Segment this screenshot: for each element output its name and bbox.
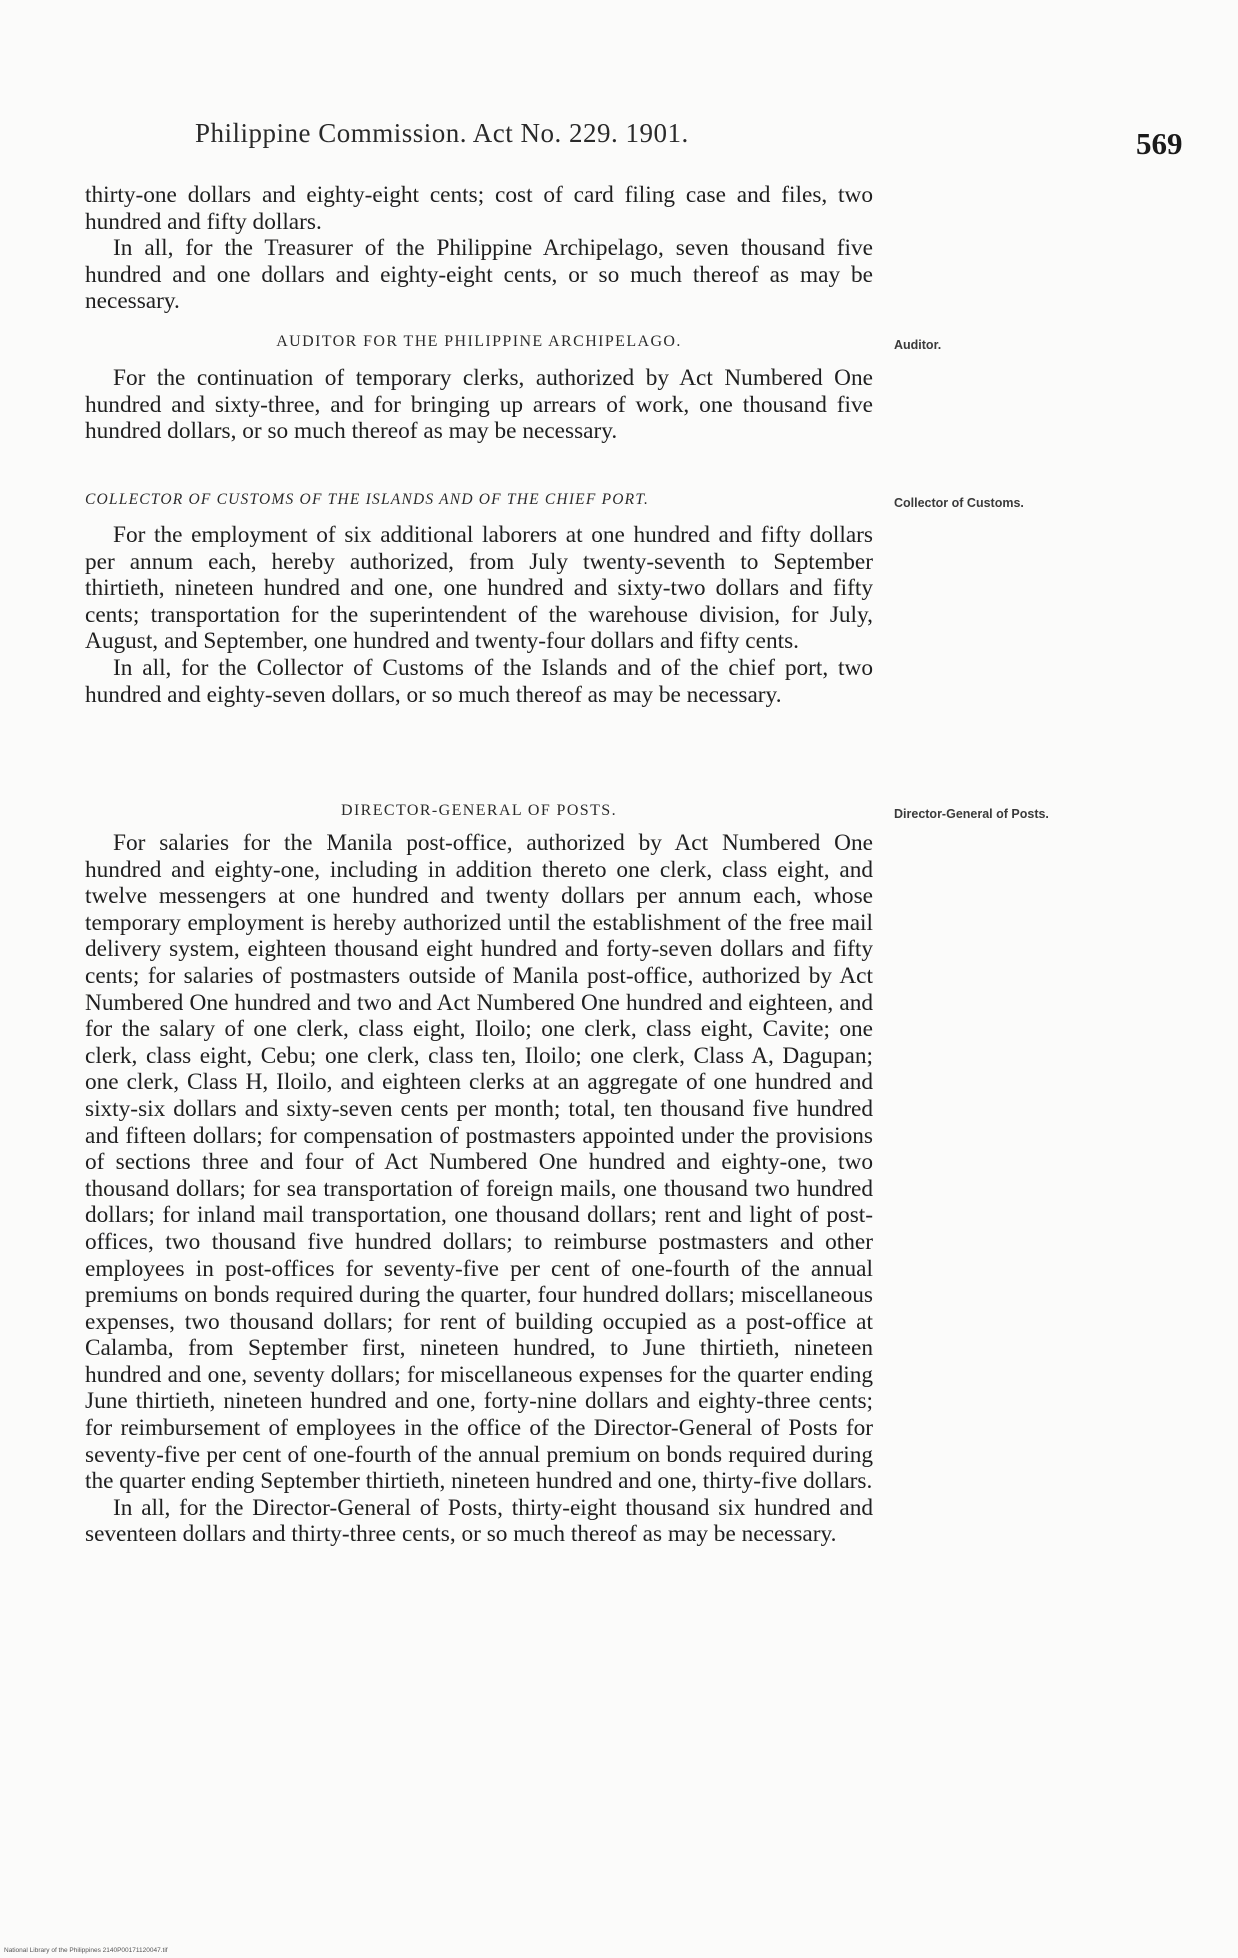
posts-paragraph-2: In all, for the Director-General of Posts, thirty-eight thousand six hundred and seventeen dollars and thirty-three cents, or so much thereof as may be necessary. — [85, 1494, 873, 1548]
posts-paragraph-1: For salaries for the Manila post-office, authorized by Act Numbered One hundred and eighty-one, including in addition thereto one clerk, class eight, and twelve messengers at one hundred and twenty dollars per annum each, whose temporary employment is hereby authorized until the establishment of the free mail delivery system, eighteen thousand eight hundred and forty-seven dollars and fifty cents; for salaries of postmasters outside of Manila post-office, authorized by Act Numbered One hundred and two and Act Numbered One hundred and eighteen, and for the salary of one clerk, class eight, Iloilo; one clerk, class eight, Cavite; one clerk, class eight, Cebu; one clerk, class ten, Iloilo; one clerk, Class A, Dagupan; one clerk, Class H, Iloilo, and eighteen clerks at an aggregate of one hundred and sixty-six dollars and sixty-seven cents per month; total, ten thousand five hundred and fifteen dollars; for compensation of postmasters appointed under the provisions of sections three and four of Act Numbered One hundred and eighty-one, two thousand dollars; for sea transportation of foreign mails, one thousand two hundred dollars; for inland mail transportation, one thousand dollars; rent and light of post-offices, two thousand five hundred dollars; to reimburse postmasters and other employees in post-offices for seventy-five per cent of one-fourth of the annual premiums on bonds required during the quarter, four hundred dollars; miscellaneous expenses, two thousand dollars; for rent of building occupied as a post-office at Calamba, from September first, nineteen hundred, to June thirtieth, nineteen hundred and one, seventy dollars; for miscellaneous expenses for the quarter ending June thirtieth, nineteen hundred and one, forty-nine dollars and eighty-three cents; for reimbursement of employees in the office of the Director-General of Posts for seventy-five per cent of one-fourth of the annual premium on bonds required during the quarter ending September thirtieth, nineteen hundred and one, thirty-five dollars. — [85, 830, 873, 1495]
running-head: Philippine Commission. Act No. 229. 1901. — [195, 118, 689, 148]
customs-paragraph-1: For the employment of six additional laborers at one hundred and fifty dollars per annum each, hereby authorized, from July twenty-seventh to September thirtieth, nineteen hundred and one, one hundred and sixty-two dollars and fifty cents; transportation for the superintendent of the warehouse division, for July, August, and September, one hundred and twenty-four dollars and fifty cents. — [85, 522, 873, 655]
intro-paragraph-2: In all, for the Treasurer of the Philippine Archipelago, seven thousand five hundred and one dollars and eighty-eight cents, or so much thereof as may be necessary. — [85, 235, 873, 315]
posts-heading: DIRECTOR-GENERAL OF POSTS. — [341, 802, 617, 819]
posts-block — [85, 830, 873, 1548]
customs-heading: COLLECTOR OF CUSTOMS OF THE ISLANDS AND OF THE CHIEF PORT. — [85, 491, 650, 508]
auditor-margin-note: Auditor. — [894, 338, 942, 352]
scan-footer: National Library of the Philippines 2140P00171120047.tif — [4, 1947, 168, 1954]
auditor-paragraph-1: For the continuation of temporary clerks, authorized by Act Numbered One hundred and sixty-three, and for bringing up arrears of work, one thousand five hundred dollars, or so much thereof as may be necessary. — [85, 365, 873, 445]
posts-margin-note: Director-General of Posts. — [894, 807, 1049, 821]
auditor-block — [85, 365, 873, 445]
customs-margin-note: Collector of Customs. — [894, 496, 1024, 510]
customs-block — [85, 522, 873, 708]
auditor-heading: AUDITOR FOR THE PHILIPPINE ARCHIPELAGO. — [276, 333, 682, 350]
intro-paragraph-1: thirty-one dollars and eighty-eight cents; cost of card filing case and files, two hundred and fifty dollars. — [85, 182, 873, 235]
intro-block — [85, 182, 873, 315]
customs-paragraph-2: In all, for the Collector of Customs of the Islands and of the chief port, two hundred and eighty-seven dollars, or so much thereof as may be necessary. — [85, 654, 873, 708]
page-number: 569 — [1136, 126, 1183, 161]
